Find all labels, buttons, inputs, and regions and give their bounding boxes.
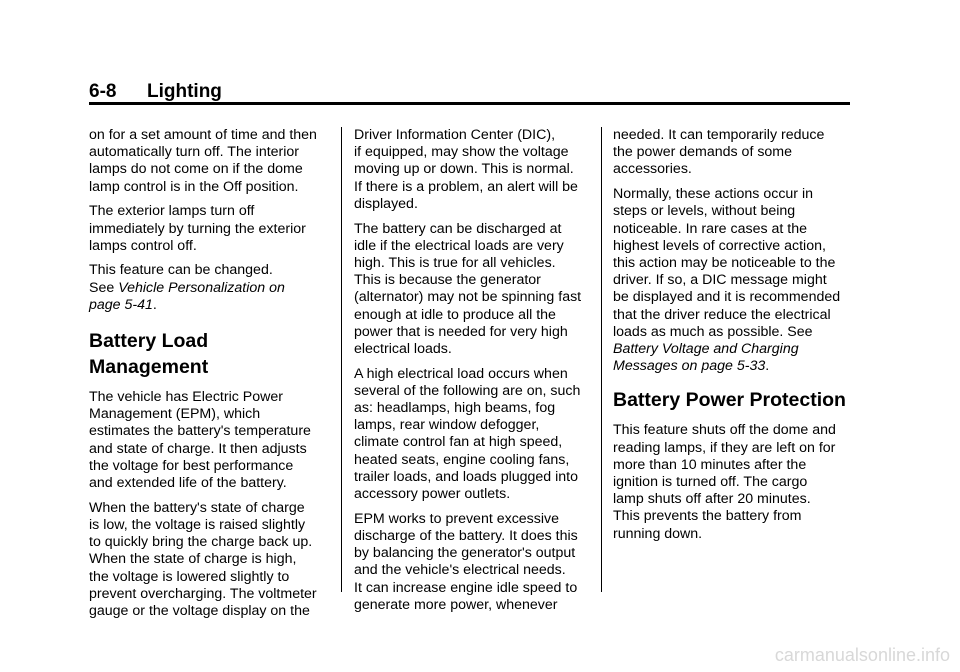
cross-reference: Vehicle Personalization on page 5-41	[89, 279, 285, 313]
section-title: Lighting	[147, 81, 222, 102]
paragraph: needed. It can temporarily reduce the power demands of some accessories.	[613, 127, 825, 178]
paragraph: The exterior lamps turn off immediately by turning the exterior lamps control off.	[89, 203, 306, 254]
paragraph: A high electrical load occurs when several of the following are on, such as: headlamps, high beams, fog lamps, rear window defogger, climate control fan at high speed, heated seats, engine cooling fans, trailer loads, and loads plugged into accessory power outlets.	[354, 365, 581, 503]
paragraph: EPM works to prevent excessive discharge of the battery. It does this by balancing the generator's output and the vehicle's electrical needs. It can increase engine idle speed to generate more power, whenever	[354, 510, 578, 613]
text: .	[765, 358, 770, 375]
paragraph	[613, 186, 858, 375]
paragraph: The vehicle has Electric Power Management (EPM), which estimates the battery's temperature and state of charge. It then adjusts the voltage for best performance and extended life of the battery.	[89, 389, 311, 492]
paragraph: When the battery's state of charge is low, the voltage is raised slightly to quickly bring the charge back up. When the state of charge is high, the voltage is lowered slightly to prevent overcharging. The voltmeter gauge or the voltage display on the	[89, 499, 317, 619]
paragraph	[89, 262, 331, 314]
column-3	[613, 127, 858, 550]
paragraph: on for a set amount of time and then automatically turn off. The interior lamps do not come on if the dome lamp control is in the Off position.	[89, 127, 317, 195]
column-2	[354, 127, 592, 621]
text: Normally, these actions occur in steps or levels, without being noticeable. In rare cases at the highest levels of corrective action, this action may be noticeable to the driver. If so, a DIC message might be displayed and it is recommended that the driver reduce the electrical loads as much as possible. See	[613, 186, 841, 340]
page-header	[89, 80, 850, 104]
heading-battery-load-management: Battery Load Management	[89, 330, 209, 379]
heading-battery-power-protection: Battery Power Protection	[613, 389, 846, 412]
column-1	[89, 127, 331, 628]
column-divider	[341, 127, 342, 592]
header-rule	[89, 102, 850, 105]
text: .	[152, 296, 157, 313]
text: This feature can be changed. See	[89, 262, 273, 296]
cross-reference: Battery Voltage and Charging Messages on page 5-33	[613, 340, 799, 375]
section-number: 6-8	[89, 81, 117, 102]
paragraph: Driver Information Center (DIC), if equipped, may show the voltage moving up or down. This is normal. If there is a problem, an alert will be displayed.	[354, 127, 578, 212]
paragraph: This feature shuts off the dome and reading lamps, if they are left on for more than 10 minutes after the ignition is turned off. The cargo lamp shuts off after 20 minutes. This prevents the battery from running down.	[613, 422, 836, 542]
column-divider	[601, 127, 602, 592]
watermark: carmanualsonline.info	[774, 645, 950, 665]
paragraph: The battery can be discharged at idle if the electrical loads are very high. This is true for all vehicles. This is because the generator (alternator) may not be spinning fast enough at idle to produce all the power that is needed for very high electrical loads.	[354, 220, 582, 357]
